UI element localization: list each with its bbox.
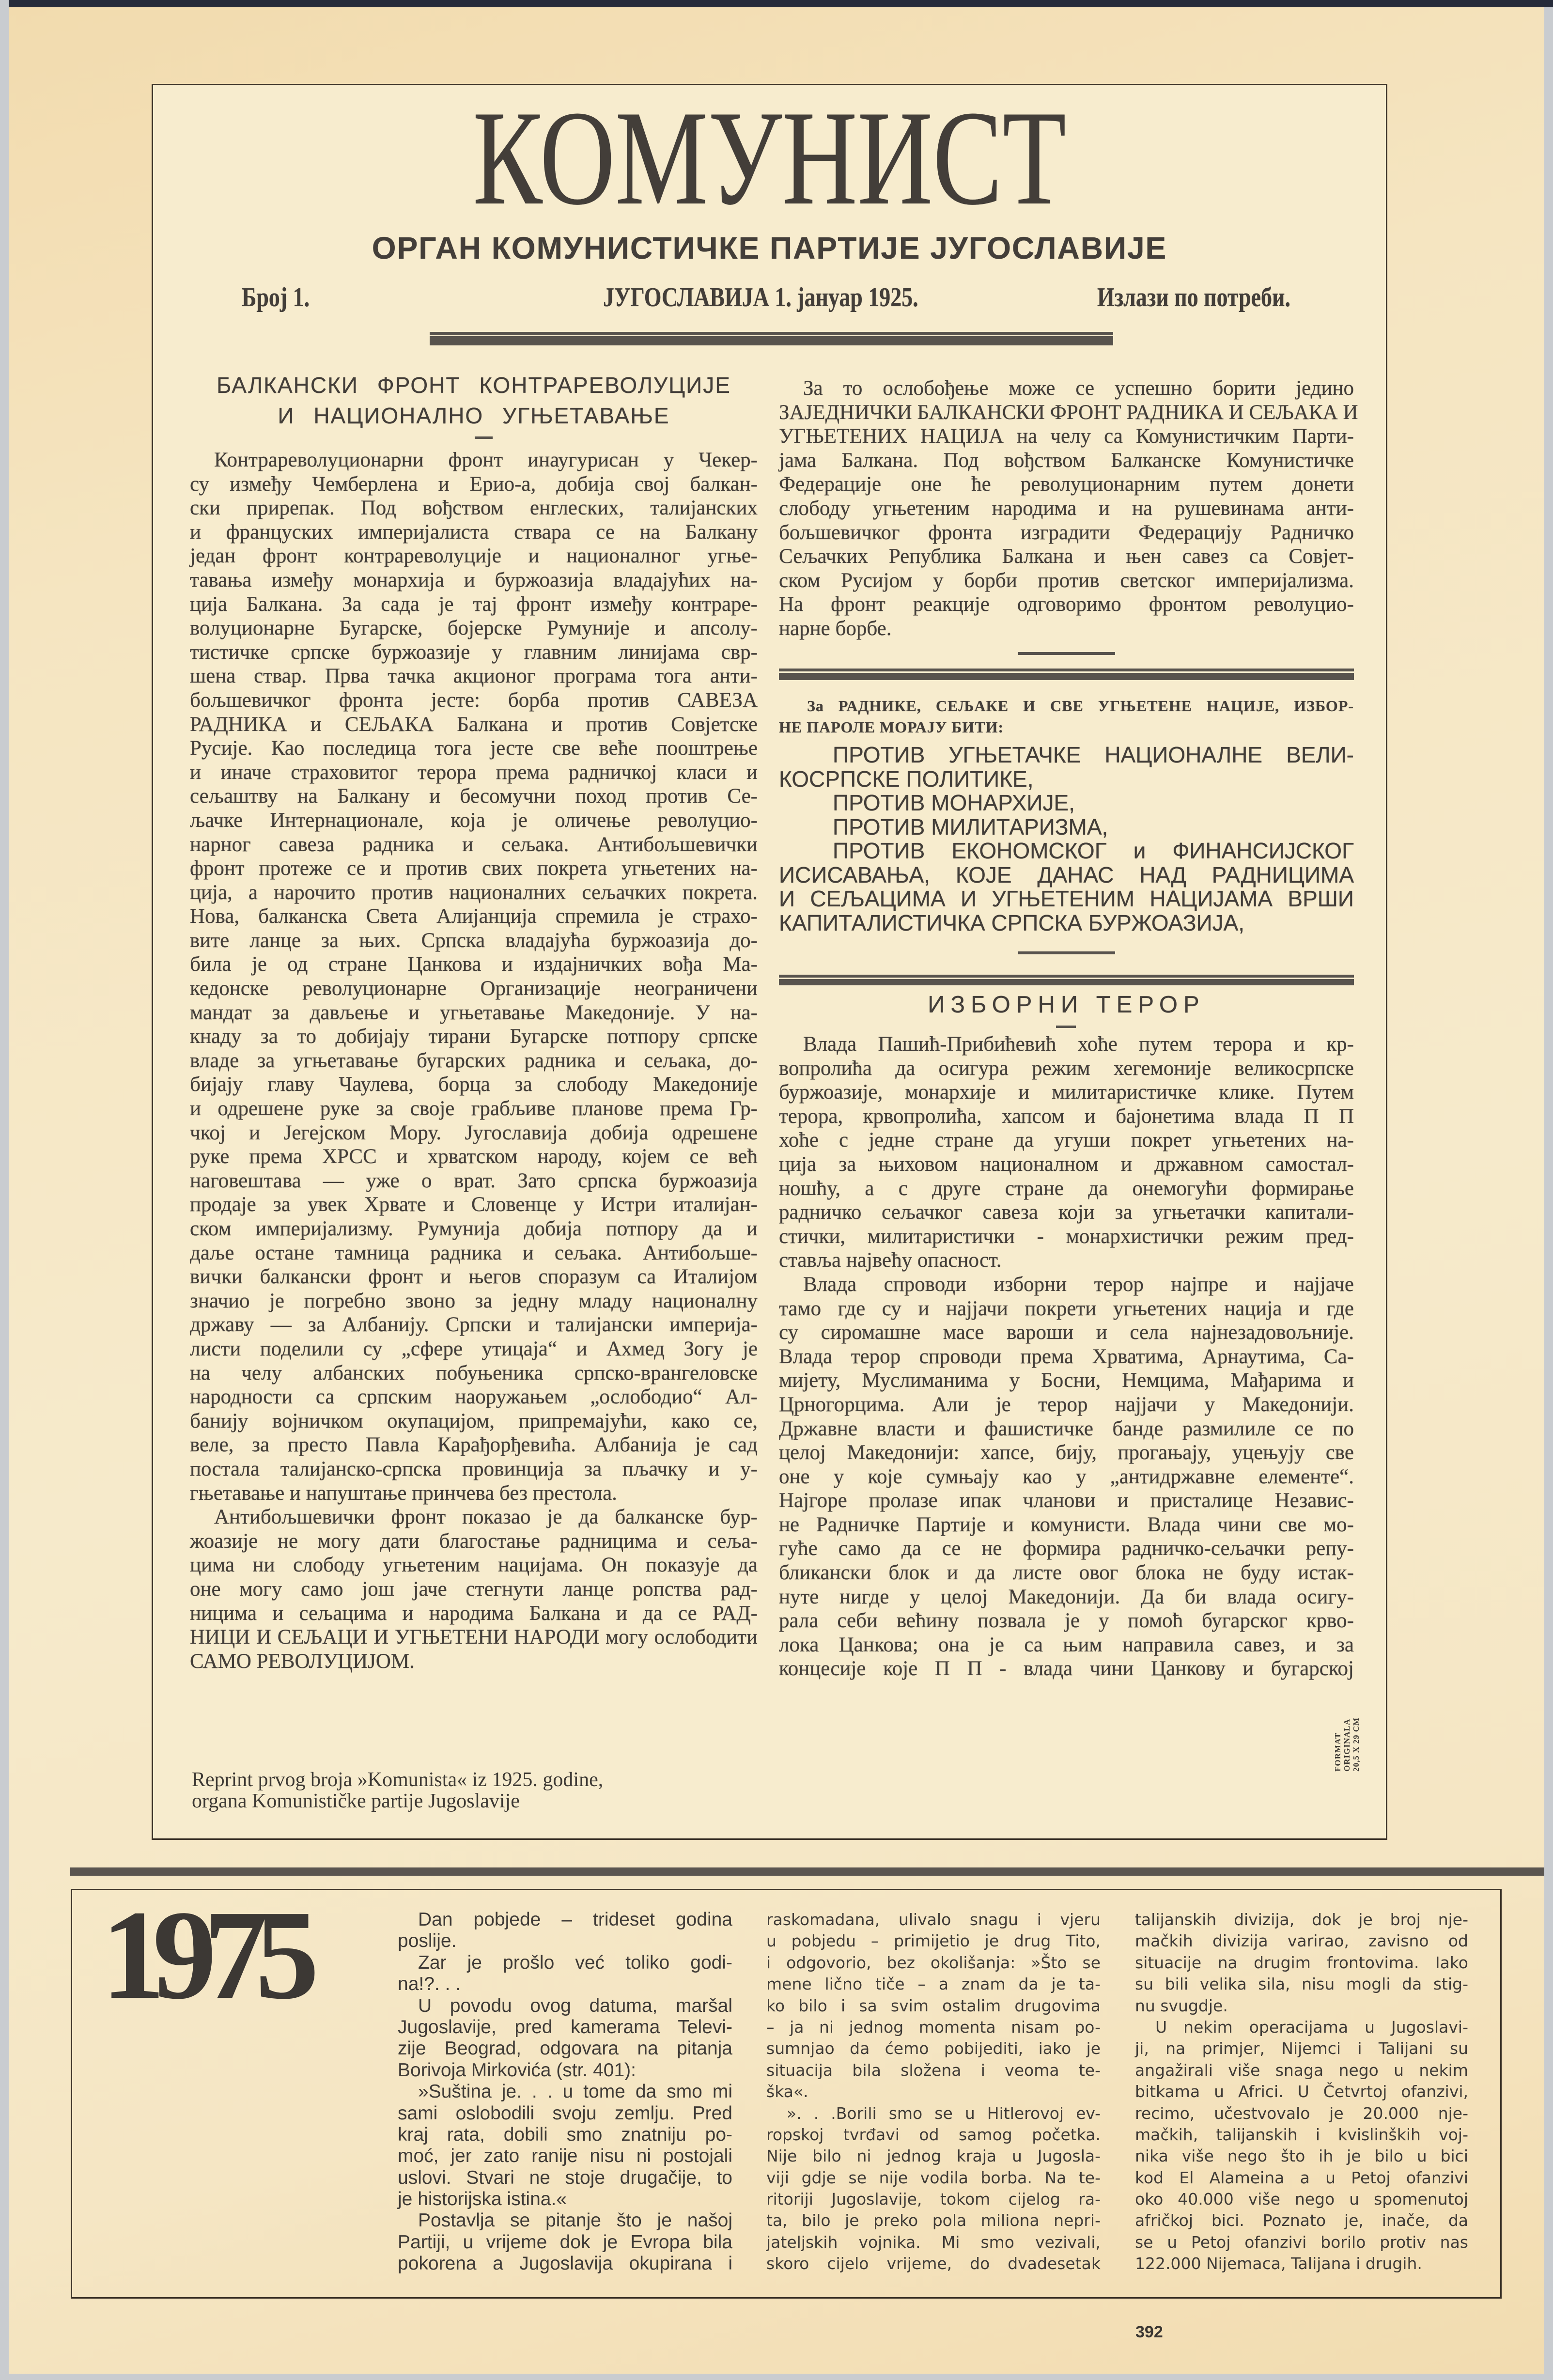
text-line: чкој и Јегејском Мору. Југославија добија одрешене	[190, 1121, 758, 1144]
text-line: банију војничком окупацијом, припремајући, како се,	[190, 1409, 758, 1432]
separator-dash	[1018, 652, 1115, 655]
text-line: значио је погребно звоно за једну младу националну	[190, 1289, 758, 1312]
paragraph	[1135, 1909, 1468, 2017]
text-line: ском империјализму. Румунија добија потпору да и	[190, 1217, 758, 1240]
text-line: нарне борбе.	[779, 617, 892, 640]
text-line: су сиромашне масе вароши и села најнезадовољније.	[779, 1321, 1354, 1344]
paragraph	[190, 448, 758, 1505]
text-line: фронт протеже се и против свих покрета угњетених на-	[190, 857, 758, 880]
text-line: ritoriji Jugoslavije, tokom cijelog ra-	[766, 2190, 1101, 2209]
article-heading-line: БАЛКАНСКИ ФРОНТ КОНТРАРЕВОЛУЦИЈЕ	[217, 373, 731, 398]
paragraph	[398, 1909, 732, 1952]
text-line: тамо где су и најјачи покрети угњетених нација и где	[779, 1297, 1354, 1320]
text-line: – ja ni jednog momenta nisam po-	[766, 2017, 1101, 2037]
text-line: sumnjao da ćemo pobijediti, iako je	[766, 2039, 1101, 2058]
paragraph	[766, 2103, 1101, 2275]
text-line: За РАДНИКЕ, СЕЉАКЕ И СВЕ УГЊЕТЕНЕ НАЦИЈЕ, ИЗБОР-	[807, 697, 1354, 715]
text-line: јама Балкана. Под вођством Балканске Комунистичке	[779, 449, 1354, 472]
text-line: Влада Пашић-Прибићевић хоће путем терора и кр-	[803, 1033, 1354, 1056]
text-line: су између Чемберлена и Ерио-а, добија свој балкан-	[190, 472, 758, 496]
text-line: nika više nego što ih je bilo u bici	[1135, 2147, 1468, 2166]
text-line: тистичке српске буржоазије у главним линијама свр-	[190, 640, 758, 664]
text-line: pokorena a Jugoslavija okupirana i	[398, 2253, 732, 2274]
text-line: НИЦИ И СЕЉАЦИ И УГЊЕТЕНИ НАРОДИ могу ослободити	[190, 1626, 758, 1649]
scan-edge-shadow	[9, 0, 1553, 7]
text-line: руке према ХРСС и хрватском народу, којем се већ	[190, 1145, 758, 1168]
decorative-rule	[779, 975, 1354, 985]
article-heading-line: И НАЦИОНАЛНО УГЊЕТАВАЊЕ	[278, 403, 670, 428]
paragraph	[779, 1273, 1354, 1681]
text-line: бољшевичког фронта јесте: борба против САВЕЗА	[190, 688, 758, 712]
text-line: сељаштву на Балкану и бесомучни поход против Се-	[190, 785, 758, 808]
text-line: Dan pobjede – trideset godina	[418, 1909, 732, 1930]
text-line: И СЕЉАЦИМА И УГЊЕТЕНИМ НАЦИЈАМА ВРШИ	[779, 886, 1354, 911]
text-line: продаје за увек Хрвате и Словенце у Истри италијан-	[190, 1193, 758, 1216]
text-line: na!?. . .	[398, 1974, 461, 1995]
text-line: Русије. Као последица тога јесте све веће пооштрење	[190, 737, 758, 760]
text-line: веле, за престо Павла Карађорђевића. Албанија је сад	[190, 1433, 758, 1457]
separator-dash	[1018, 951, 1115, 954]
text-line: рала себи већину позвала је у помоћ бугарског крво-	[779, 1609, 1354, 1633]
text-line: бољшевичког фронта изградити Федерацију Радничко	[779, 521, 1354, 544]
text-line: bitkama u Africi. U Četvrtoj ofanzivi,	[1135, 2082, 1468, 2101]
text-line: гуће само да се не формира радничко-сељачки репу-	[779, 1537, 1354, 1560]
text-line: Влада спроводи изборни терор најпре и најјаче	[803, 1273, 1354, 1296]
text-line: државу — за Албанију. Српски и талијански империја-	[190, 1313, 758, 1337]
text-line: бликански блок и да листе овог блока не буду истак-	[779, 1561, 1354, 1585]
text-line: НЕ ПАРОЛЕ МОРАЈУ БИТИ:	[779, 718, 1004, 736]
caption-line: organa Komunističke partije Jugoslavije	[192, 1790, 520, 1812]
text-line: moć, jer zato ranije nisu ni postojali	[398, 2146, 732, 2167]
text-line: ko bilo i sa svim ostalim drugovima	[766, 1996, 1101, 2015]
slogans-list	[779, 743, 1354, 935]
text-line: sami oslobodili svoju zemlju. Pred	[398, 2102, 732, 2124]
text-line: терора, крвопролића, хапсом и бајонетима влада П П	[779, 1104, 1354, 1128]
text-line: Федерације оне ће револуционарним путем донети	[779, 473, 1354, 496]
caption-line: Reprint prvog broja »Komunista« iz 1925. godine,	[192, 1769, 604, 1791]
text-line: ». . .Borili smo se u Hitlerovoj ev-	[787, 2103, 1101, 2123]
format-note-line: FORMAT	[1333, 1732, 1342, 1772]
paragraph	[398, 2081, 732, 2210]
text-line: САМО РЕВОЛУЦИЈОМ.	[190, 1649, 415, 1673]
paragraph	[779, 695, 1354, 738]
text-line: ПРОТИВ ЕКОНОМСКОГ и ФИНАНСИЈСКОГ	[833, 838, 1354, 863]
text-line: ЗАЈЕДНИЧКИ БАЛКАНСКИ ФРОНТ РАДНИКА И СЕЉАКА И	[779, 401, 1358, 424]
text-line: народности са српским наоружањем „ослободио“ Ал-	[190, 1385, 758, 1409]
text-line: Jugoslavije, pred kamerama Televi-	[398, 2016, 732, 2038]
paragraph	[398, 2210, 732, 2274]
text-line: U povodu ovog datuma, maršal	[418, 1995, 732, 2016]
paragraph	[779, 743, 1354, 791]
text-line: била је од стране Цанкова и издајничких вођа Ма-	[190, 953, 758, 976]
text-line: тавања између монархија и буржоазија владајућих на-	[190, 568, 758, 591]
text-line: Partiji, u vrijeme dok je Evropa bila	[398, 2231, 732, 2253]
text-line: ПРОТИВ МОНАРХИЈЕ,	[833, 790, 1075, 815]
text-line: ropskoj tvrđavi od samog početka.	[766, 2125, 1101, 2144]
text-line: кедонске револуционарне Организације неограничени	[190, 977, 758, 1000]
page-number: 392	[1135, 2323, 1163, 2341]
text-line: наговештава — уже о врат. Зато српска буржоазија	[190, 1169, 758, 1192]
text-line: se u Petoj ofanzivi borilo protiv nas	[1135, 2232, 1468, 2252]
text-line: situacija bila složena i veoma te-	[766, 2060, 1101, 2080]
text-line: нарног савеза радника и сељака. Антибољшевички	[190, 833, 758, 856]
text-line: целој Македонији: хапсе, бију, прогањају, уцењују све	[779, 1441, 1354, 1464]
place-and-date: ЈУГОСЛАВИЈА 1. јануар 1925.	[603, 282, 918, 312]
paragraph	[1135, 2017, 1468, 2275]
text-line: гњетавање и напуштање принчева без престола.	[190, 1481, 617, 1505]
text-line: ПРОТИВ МИЛИТАРИЗМА,	[833, 814, 1108, 840]
text-line: На фронт реакције одговоримо фронтом револуцио-	[779, 593, 1354, 616]
election-terror-heading: ИЗБОРНИ ТЕРОР	[928, 992, 1205, 1018]
text-line: Државне власти и фашистичке банде размилиле се по	[779, 1417, 1354, 1440]
text-line: afričkoj bici. Poznato je, inače, da	[1135, 2211, 1468, 2230]
text-line: poslije.	[398, 1930, 457, 1952]
text-line: мандат за дављење и угњетавање Македоније. У на-	[190, 1001, 758, 1024]
reprint-caption	[192, 1769, 603, 1812]
article-body-left	[190, 448, 758, 1673]
text-line: шена ствар. Прва тачка акционог програма тога анти-	[190, 665, 758, 688]
decorative-rule	[779, 669, 1354, 680]
text-line: viji gdje se nije vodila borba. Na te-	[766, 2168, 1101, 2187]
text-line: вички балкански фронт и његов споразум са Италијом	[190, 1265, 758, 1289]
paragraph	[779, 1032, 1354, 1273]
text-line: не Радничке Партије и комунисти. Влада чини све мо-	[779, 1513, 1354, 1536]
masthead-title: КОМУНИСТ	[472, 82, 1067, 233]
text-line: бијају главу Чаулева, борца за слободу Македоније	[190, 1073, 758, 1096]
text-line: jateljskih vojnika. Mi smo vezivali,	[766, 2232, 1101, 2252]
text-line: Zar je prošlo već toliko godi-	[418, 1952, 732, 1973]
text-line: ском Русијом у борби против светског империјализма.	[779, 569, 1354, 592]
text-line: постала талијанско-српска провинција за пљачку и у-	[190, 1457, 758, 1480]
text-line: kraj rata, dobili smo znatniju po-	[398, 2124, 732, 2145]
separator-dash	[475, 436, 493, 439]
text-line: ција Балкана. За сада је тај фронт између контраре-	[190, 592, 758, 616]
text-line: даље остане тамница радника и сељака. Антибољше-	[190, 1241, 758, 1264]
text-line: ПРОТИВ УГЊЕТАЧКЕ НАЦИОНАЛНЕ ВЕЛИ-	[833, 742, 1354, 767]
text-line: U nekim operacijama u Jugoslavi-	[1155, 2017, 1468, 2037]
text-line: ta, bilo je preko pola miliona nepri-	[766, 2211, 1101, 2230]
text-line: вопролића да осигура режим хегемоније великосрпске	[779, 1057, 1354, 1080]
text-line: буржоазије, монархије и милитаристичке клике. Путем	[779, 1081, 1354, 1104]
article-conclusion	[779, 376, 1358, 641]
text-line: љачке Интернационале, која је оличење револуцио-	[190, 809, 758, 832]
text-line: skoro cijelo vrijeme, do dvadesetak	[766, 2254, 1101, 2273]
year-heading: 1975	[101, 1884, 307, 2026]
text-line: радничко сељачког савеза који за угњетачки капитали-	[779, 1201, 1354, 1224]
text-line: Контрареволуционарни фронт инаугурисан у Чекер-	[214, 449, 758, 471]
text-line: i odgovorio, bez okolišanja: »Što se	[766, 1953, 1101, 1972]
text-line: лока Цанкова; она је са њим направила савез, и за	[779, 1633, 1354, 1656]
text-line: ција, а нарочито против националних сељачких покрета.	[190, 881, 758, 904]
text-column-2	[766, 1909, 1101, 2275]
text-line: КАПИТАЛИСТИЧКА СРПСКА БУРЖОАЗИЈА,	[779, 910, 1245, 935]
text-line: situacije na drugim frontovima. Iako	[1135, 1953, 1468, 1972]
original-format-note	[1333, 1709, 1361, 1772]
text-line: recimo, učestvovalo je 20.000 nje-	[1135, 2103, 1468, 2123]
text-line: листи поделили су „сфере утицаја“ и Ахмед Зогу је	[190, 1337, 758, 1360]
paragraph	[398, 1995, 732, 2082]
paragraph	[190, 1505, 758, 1673]
text-line: »Suština je. . . u tome da smo mi	[418, 2081, 732, 2102]
paragraph	[779, 839, 1354, 935]
text-line: ски прирепак. Под вођством енглеских, талијанских	[190, 497, 758, 520]
text-line: ницима и сељацима и народима Балкана и да се РАД-	[190, 1602, 758, 1625]
text-line: оне могу само још јаче стегнути ланце ропства рад-	[190, 1577, 758, 1601]
text-line: Nije bilo ni jednog kraja u Jugosla-	[766, 2147, 1101, 2166]
text-line: ставља највећу опасност.	[779, 1249, 1002, 1272]
text-line: ција за њиховом националном и државном самостал-	[779, 1152, 1354, 1176]
section-divider-rule	[70, 1867, 1544, 1876]
text-line: владе за угњетавање бугарских радника и сељака, до-	[190, 1049, 758, 1072]
text-line: Црногорцима. Али је терор најјачи у Македонији.	[779, 1393, 1354, 1416]
text-line: волуционарне Бугарске, бојерске Румуније и апсолу-	[190, 617, 758, 640]
issue-number: Број 1.	[242, 282, 310, 312]
text-line: оне у које сумњају као у „антидржавне елементе“.	[779, 1465, 1354, 1488]
text-line: и одрешене руке за своје грабљиве планове према Гр-	[190, 1097, 758, 1120]
text-line: слободу угњетеним народима и на рушевинама анти-	[779, 497, 1354, 520]
paragraph	[766, 1909, 1101, 2103]
text-line: један фронт контрареволуције и националног угње-	[190, 544, 758, 568]
text-line: uslovi. Stvari ne stoje drugačije, to	[398, 2167, 732, 2188]
text-line: Нова, балканска Света Алијанција спремила је страхо-	[190, 905, 758, 928]
text-line: жоазије не могу дати благостање радницима и сеља-	[190, 1529, 758, 1553]
text-line: ношћу, а с друге стране да онемогући формирање	[779, 1177, 1354, 1200]
text-line: ška«.	[766, 2082, 808, 2101]
text-line: Postavlja se pitanje što je našoj	[418, 2210, 732, 2231]
paragraph	[779, 815, 1354, 840]
text-line: ji, na primjer, Nijemci i Talijani su	[1135, 2039, 1468, 2058]
paragraph	[779, 791, 1354, 815]
text-line: Влада терор спроводи према Хрватима, Арнаутима, Са-	[779, 1345, 1354, 1368]
text-line: zije Beograd, odgovara na pitanja	[398, 2038, 732, 2059]
text-line: стички, милитаристички - монархистички режим пред-	[779, 1225, 1354, 1248]
text-line: мијету, Муслиманима у Босни, Немцима, Мађарима и	[779, 1369, 1354, 1392]
text-line: Антибољшевички фронт показао је да балканске бур-	[214, 1506, 758, 1529]
text-line: кнаду за то добијају тирани Бугарске потпору српске	[190, 1025, 758, 1048]
text-line: нуте нигде у целој Македонији. Да би влада осигу-	[779, 1585, 1354, 1608]
text-line: КОСРПСКЕ ПОЛИТИКЕ,	[779, 766, 1034, 792]
text-line: talijanskih divizija, dok je broj nje-	[1135, 1910, 1468, 1929]
text-line: цима ни слободу угњетеним нацијама. Он показује да	[190, 1554, 758, 1577]
text-line: mene lično tiče – a znam da je ta-	[766, 1975, 1101, 1994]
text-line: За то ослобођење може се успешно борити једино	[803, 377, 1354, 400]
format-note-line: ORIGINALA	[1342, 1718, 1351, 1772]
text-column-1	[398, 1909, 732, 2275]
text-line: oko 40.000 više nego u spomenutoj	[1135, 2190, 1468, 2209]
slogans-intro	[779, 695, 1354, 738]
text-line: mačkih, talijanskih i kvislinških voj-	[1135, 2125, 1468, 2144]
format-note-line: 20,5 X 29 CM	[1351, 1717, 1361, 1772]
text-line: angažirali više snaga nego u nekim	[1135, 2060, 1468, 2080]
text-line: на челу албанских побуњеника српско-врангеловске	[190, 1361, 758, 1384]
text-line: kod El Alameina a u Petoj ofanzivi	[1135, 2168, 1468, 2187]
text-line: Сељачких Република Балкана и њен савез са Совјет-	[779, 545, 1354, 568]
text-line: Borivoja Mirkovića (str. 401):	[398, 2059, 636, 2081]
text-line: je historijska istina.«	[398, 2189, 567, 2210]
masthead-subtitle: ОРГАН КОМУНИСТИЧКЕ ПАРТИЈЕ ЈУГОСЛАВИЈЕ	[372, 231, 1167, 265]
text-line: и иначе страховитог терора према радничкој класи и	[190, 761, 758, 784]
text-line: su bili velika sila, nisu mogli da stig-	[1135, 1975, 1468, 1994]
decorative-rule	[430, 332, 1113, 345]
publication-frequency: Излази по потреби.	[1097, 282, 1290, 312]
election-terror-body	[779, 1032, 1354, 1681]
paragraph	[398, 1952, 732, 1995]
text-line: nu svugdje.	[1135, 1996, 1228, 2015]
text-line: хоће с једне стране да угуши покрет угњетених на-	[779, 1129, 1354, 1152]
text-line: u pobjedu – primijetio je drug Tito,	[766, 1931, 1101, 1951]
text-column-3	[1135, 1909, 1468, 2275]
separator-dash	[1056, 1026, 1076, 1028]
text-line: РАДНИКА и СЕЉАКА Балкана и против Совјетске	[190, 713, 758, 736]
text-line: концесије које П П - влада чини Цанкову и бугарској	[779, 1657, 1354, 1680]
text-line: mačkih divizija varirao, zavisno od	[1135, 1931, 1468, 1951]
text-line: raskomadana, ulivalo snagu i vjeru	[766, 1910, 1101, 1929]
text-line: и француских империјалиста ствара се на Балкану	[190, 520, 758, 544]
text-line: Најгоре пролазе ипак чланови и присталице Независ-	[779, 1489, 1354, 1512]
text-line: вите ланце за њих. Српска владајућа буржоазија до-	[190, 929, 758, 952]
text-line: 122.000 Nijemaca, Talijana i drugih.	[1135, 2254, 1422, 2273]
text-line: ИСИСАВАЊА, КОЈЕ ДАНАС НАД РАДНИЦИМА	[779, 862, 1354, 887]
paragraph	[779, 376, 1358, 641]
text-line: УГЊЕТЕНИХ НАЦИЈА на челу са Комунистичким Парти-	[779, 425, 1354, 448]
